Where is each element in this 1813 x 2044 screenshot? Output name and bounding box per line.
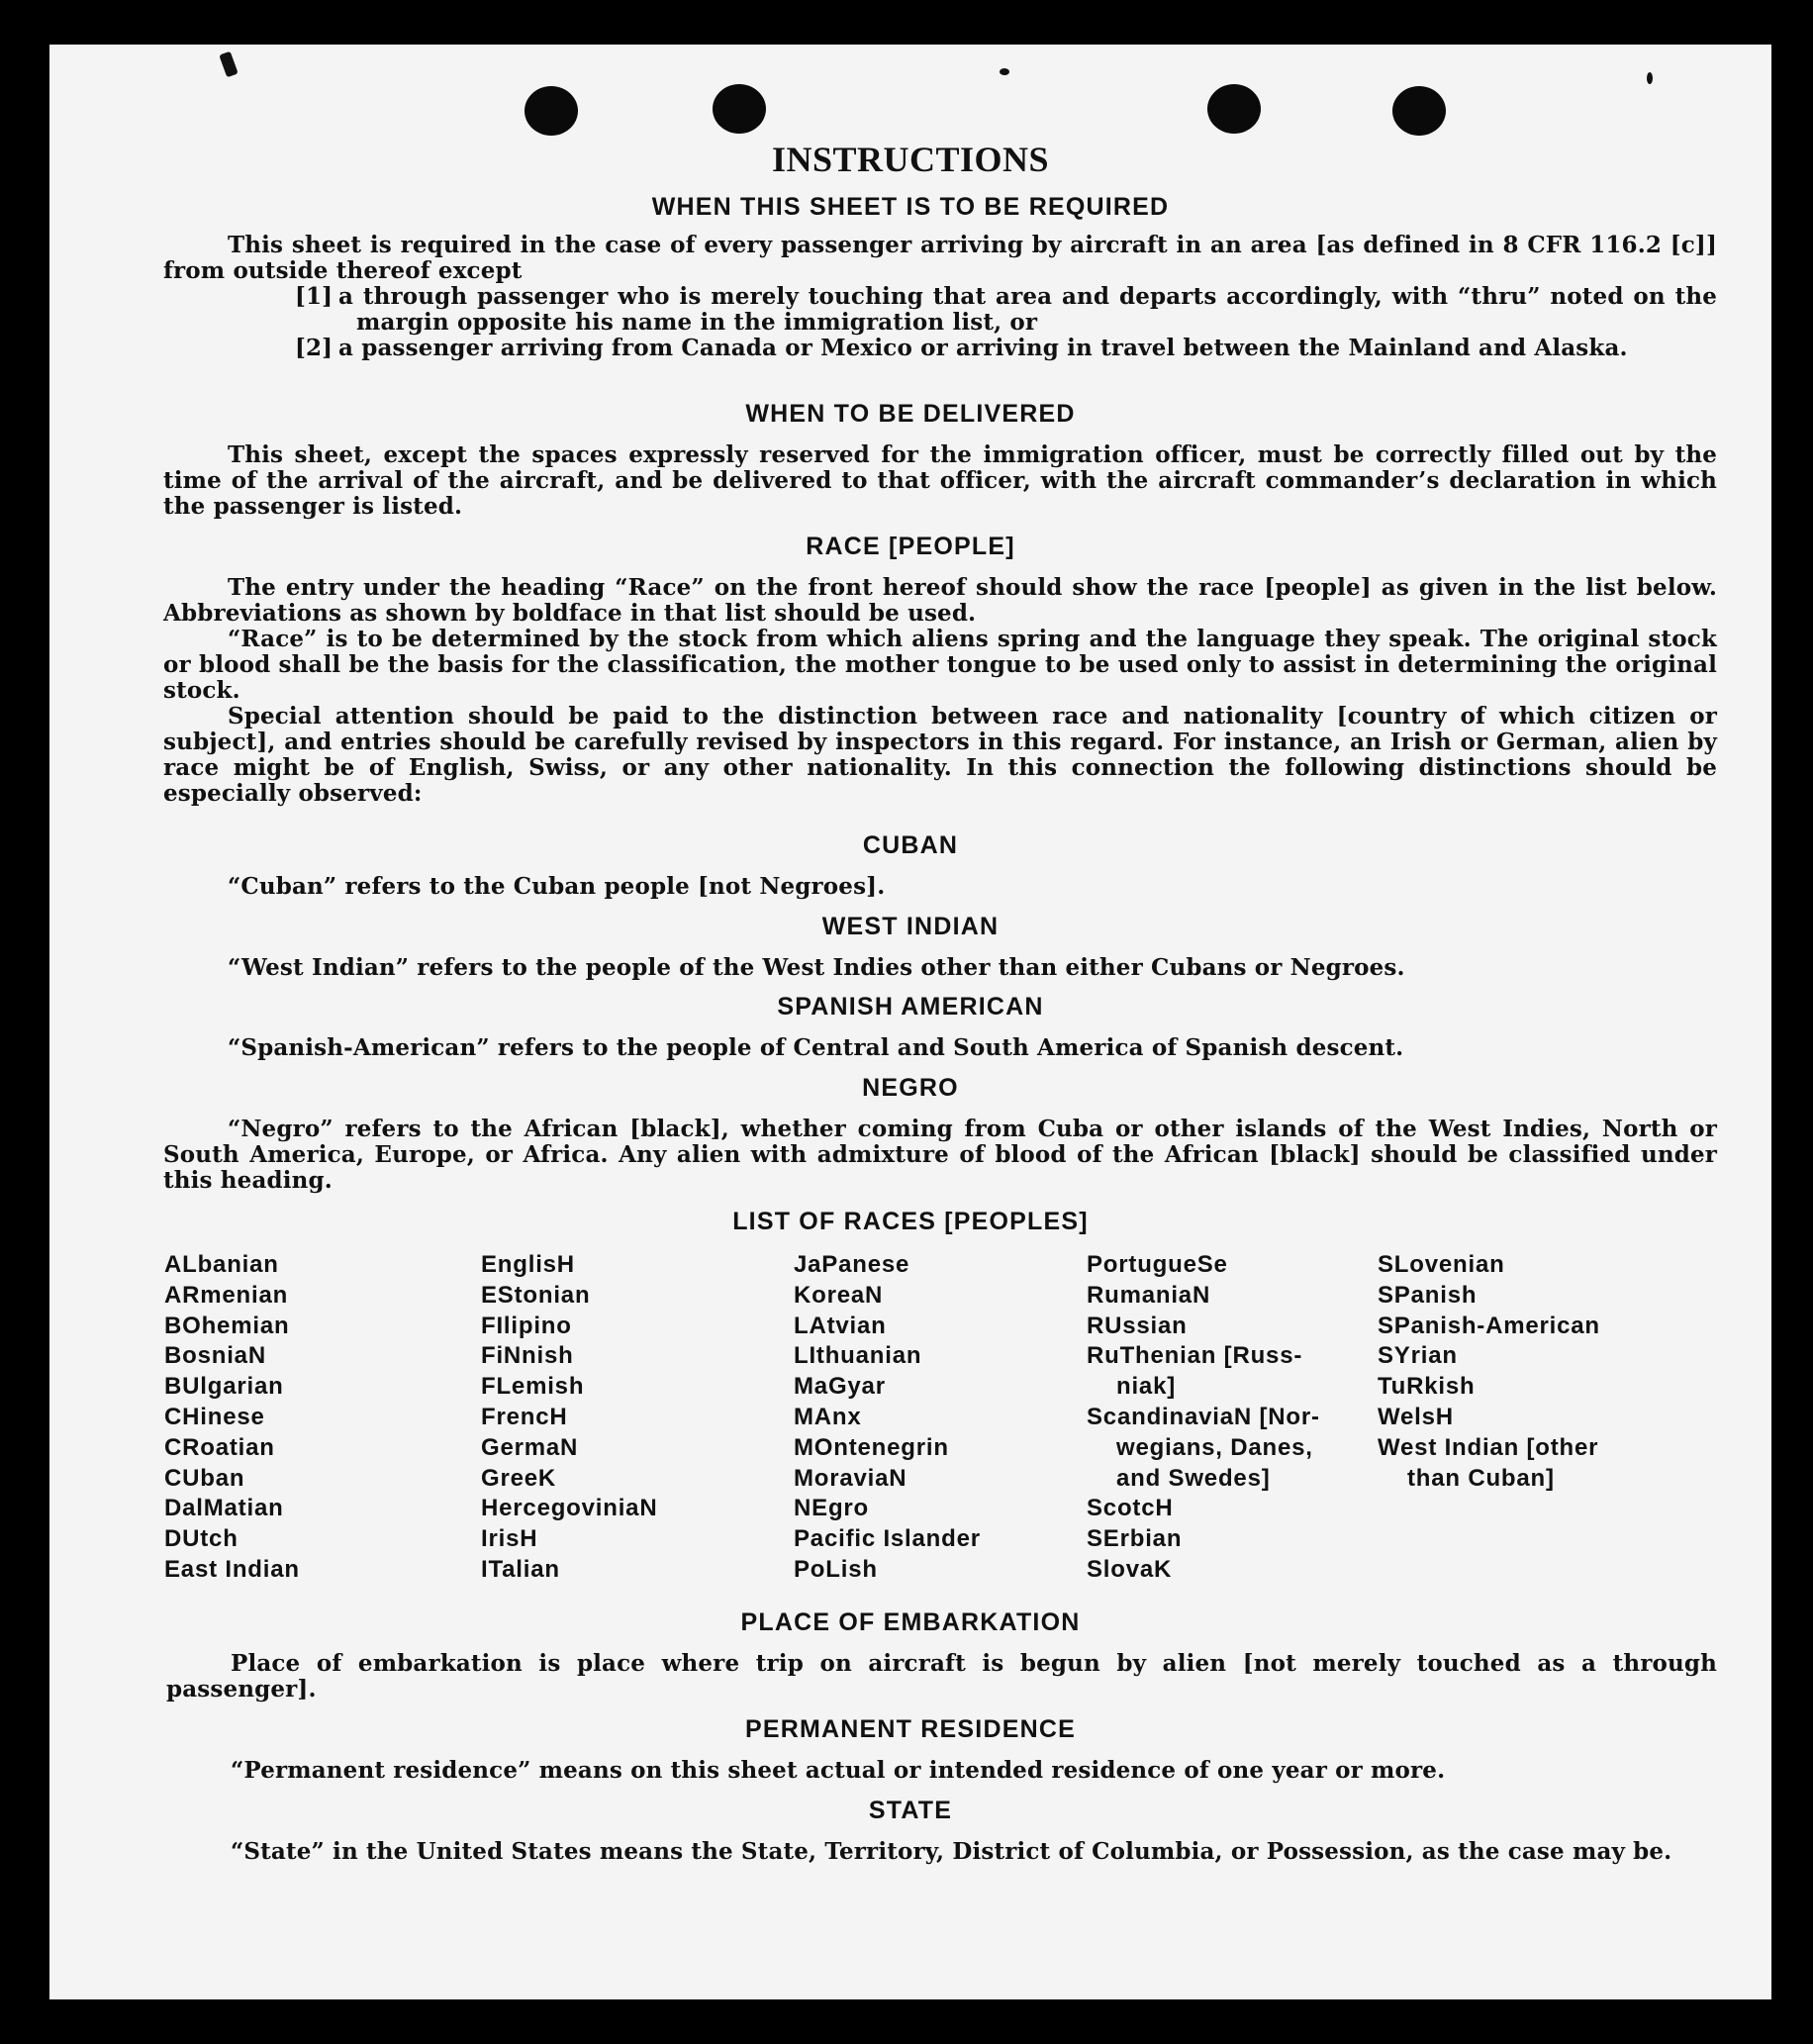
race-item: SPanish xyxy=(1378,1281,1478,1309)
race-item: BUlgarian xyxy=(164,1373,284,1401)
race-item: SErbian xyxy=(1087,1525,1183,1553)
race-item: MoraviaN xyxy=(794,1464,907,1492)
race-item: GreeK xyxy=(481,1464,557,1492)
scan-speck xyxy=(219,51,238,78)
race-item: FIlipino xyxy=(481,1312,572,1339)
race-item: LIthuanian xyxy=(794,1342,922,1370)
race-item: HercegoviniaN xyxy=(481,1495,658,1522)
punch-hole xyxy=(525,86,578,136)
race-item: MAnx xyxy=(794,1403,862,1430)
section-heading-cuban: CUBAN xyxy=(862,831,959,859)
race-item: wegians, Danes, xyxy=(1116,1433,1313,1461)
race-item: JaPanese xyxy=(794,1251,910,1278)
race-item: RuThenian [Russ- xyxy=(1087,1342,1303,1370)
race-item: ITalian xyxy=(481,1555,560,1583)
race-item: niak] xyxy=(1116,1373,1177,1401)
race-item: LAtvian xyxy=(794,1312,887,1339)
race-item: EnglisH xyxy=(481,1251,575,1278)
race-item: CRoatian xyxy=(164,1433,275,1461)
section-heading-spanish-american: SPANISH AMERICAN xyxy=(777,993,1044,1021)
race-item: SLovenian xyxy=(1378,1251,1505,1278)
paragraph-embarkation: Place of embarkation is place where trip on aircraft is begun by alien [not merely touched as a through passenger]. xyxy=(166,1650,1717,1703)
race-item: East Indian xyxy=(164,1555,300,1583)
race-item: EStonian xyxy=(481,1281,591,1309)
race-item: PortugueSe xyxy=(1087,1251,1228,1278)
scan-speck xyxy=(1000,68,1009,75)
race-item: RumaniaN xyxy=(1087,1281,1211,1309)
paragraph-state: “State” in the United States means the State, Territory, District of Columbia, or Possession, as the case may be. xyxy=(231,1838,1672,1865)
section-heading-race: RACE [PEOPLE] xyxy=(806,533,1015,560)
race-item: FiNnish xyxy=(481,1342,574,1370)
race-item: ScandinaviaN [Nor- xyxy=(1087,1403,1320,1430)
section-heading-list-of-races: LIST OF RACES [PEOPLES] xyxy=(732,1208,1089,1235)
section-heading-embarkation: PLACE OF EMBARKATION xyxy=(740,1608,1081,1636)
paragraph-permanent-residence: “Permanent residence” means on this sheet actual or intended residence of one year or more. xyxy=(231,1757,1446,1784)
section-heading-west-indian: WEST INDIAN xyxy=(821,913,1000,940)
paragraph-race-3: Special attention should be paid to the distinction between race and nationality [country of which citizen or subject], and entries should be carefully revised by inspectors in this regard. For instance, an Irish or German, alien by race might be of English, Swiss, or any other nationality. In this connection the following distinctions should be especially observed: xyxy=(163,703,1717,807)
race-item: PoLish xyxy=(794,1555,878,1583)
race-item: BOhemian xyxy=(164,1312,290,1339)
paragraph-required: This sheet is required in the case of every passenger arriving by aircraft in an area [as defined in 8 CFR 116.2 [c]] from outside thereof except xyxy=(163,232,1717,284)
section-heading-permanent-residence: PERMANENT RESIDENCE xyxy=(745,1715,1076,1743)
race-item: KoreaN xyxy=(794,1281,884,1309)
document-sheet xyxy=(49,45,1771,1999)
race-item: SPanish-American xyxy=(1378,1312,1600,1339)
race-item: IrisH xyxy=(481,1525,538,1553)
race-item: BosniaN xyxy=(164,1342,266,1370)
item-number: [1] xyxy=(295,283,334,310)
paragraph-cuban: “Cuban” refers to the Cuban people [not Negroes]. xyxy=(228,873,886,900)
paragraph-spanish-american: “Spanish-American” refers to the people of Central and South America of Spanish descent. xyxy=(228,1034,1404,1061)
race-column-2 xyxy=(481,1250,657,1586)
race-item: SYrian xyxy=(1378,1342,1458,1370)
punch-hole xyxy=(1392,86,1446,136)
race-item: MOntenegrin xyxy=(794,1433,949,1461)
section-heading-negro: NEGRO xyxy=(862,1074,959,1102)
race-column-4 xyxy=(1087,1250,1320,1586)
exception-item-2: a passenger arriving from Canada or Mexico or arriving in travel between the Mainland and Alaska. xyxy=(338,335,1628,361)
race-item: West Indian [other xyxy=(1378,1433,1599,1461)
race-item: CUban xyxy=(164,1464,245,1492)
race-column-1 xyxy=(164,1250,300,1586)
race-item: TuRkish xyxy=(1378,1373,1476,1401)
race-item: FLemish xyxy=(481,1373,585,1401)
race-item: NEgro xyxy=(794,1495,869,1522)
item-number: [2] xyxy=(295,335,334,361)
section-heading-when-delivered: WHEN TO BE DELIVERED xyxy=(745,400,1076,428)
exception-item-1: a through passenger who is merely touching that area and departs accordingly, with “thru” noted on the margin opposite his name in the immigration list, or xyxy=(338,283,1717,336)
race-item: ScotcH xyxy=(1087,1495,1174,1522)
race-column-5 xyxy=(1378,1250,1600,1494)
race-item: GermaN xyxy=(481,1433,579,1461)
race-item: ARmenian xyxy=(164,1281,289,1309)
punch-hole xyxy=(713,84,766,134)
punch-hole xyxy=(1207,84,1261,134)
scan-speck xyxy=(1647,72,1653,84)
section-heading-state: STATE xyxy=(868,1797,953,1824)
paragraph-race-1: The entry under the heading “Race” on the front hereof should show the race [people] as given in the list below. Abbreviations as shown by boldface in that list should be used. xyxy=(163,574,1717,627)
paragraph-west-indian: “West Indian” refers to the people of the West Indies other than either Cubans or Negroes. xyxy=(228,954,1405,981)
race-item: MaGyar xyxy=(794,1373,886,1401)
race-item: and Swedes] xyxy=(1116,1464,1271,1492)
page-title: INSTRUCTIONS xyxy=(771,140,1050,179)
race-item: FrencH xyxy=(481,1403,568,1430)
race-item: WelsH xyxy=(1378,1403,1454,1430)
race-item: SlovaK xyxy=(1087,1555,1173,1583)
race-item: CHinese xyxy=(164,1403,265,1430)
paragraph-negro: “Negro” refers to the African [black], whether coming from Cuba or other islands of the West Indies, North or South America, Europe, or Africa. Any alien with admixture of blood of the African [black] should be classified under this heading. xyxy=(163,1116,1717,1194)
race-item: Pacific Islander xyxy=(794,1525,981,1553)
race-column-3 xyxy=(794,1250,981,1586)
race-item: DalMatian xyxy=(164,1495,284,1522)
paragraph-race-2: “Race” is to be determined by the stock from which aliens spring and the language they speak. The original stock or blood shall be the basis for the classification, the mother tongue to be used only to assist in determining the original stock. xyxy=(163,626,1717,704)
race-item: than Cuban] xyxy=(1407,1464,1555,1492)
race-item: RUssian xyxy=(1087,1312,1188,1339)
section-heading-when-required: WHEN THIS SHEET IS TO BE REQUIRED xyxy=(651,193,1170,221)
paragraph-delivered: This sheet, except the spaces expressly reserved for the immigration officer, must be correctly filled out by the time of the arrival of the aircraft, and be delivered to that officer, with the aircraft commander’s declaration in which the passenger is listed. xyxy=(163,441,1717,520)
race-item: ALbanian xyxy=(164,1251,279,1278)
race-item: DUtch xyxy=(164,1525,239,1553)
